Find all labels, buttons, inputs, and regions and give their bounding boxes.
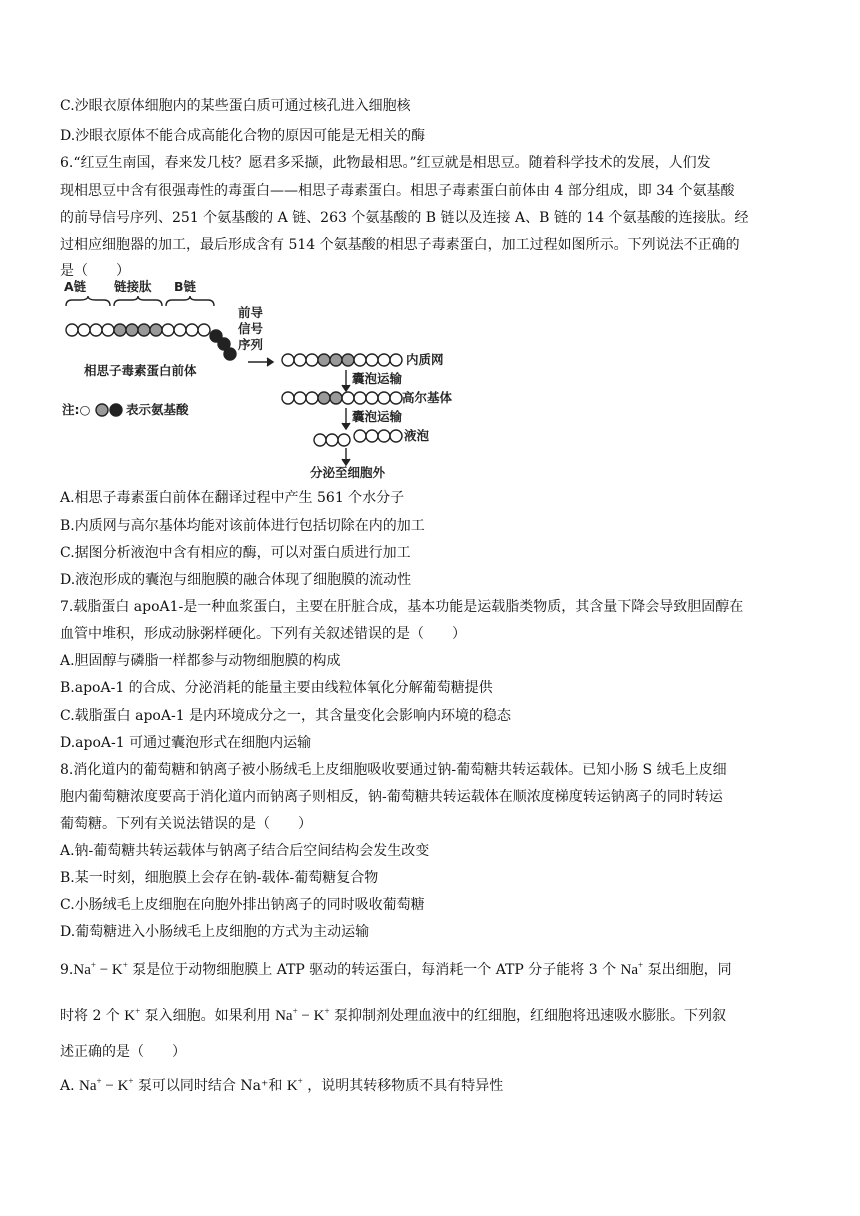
- q8-stem-line-2: 胞内葡萄糖浓度要高于消化道内而钠离子则相反，钠-葡萄糖共转运载体在顺浓度梯度转运钠离子的同时转运: [60, 789, 723, 805]
- k-symbol: K+: [111, 960, 128, 978]
- na-symbol: Na+: [275, 1006, 298, 1024]
- q6-option-c: C.据图分析液泡中含有相应的酶，可以对蛋白质进行加工: [60, 545, 411, 561]
- na-symbol: Na+: [73, 960, 96, 978]
- q6-stem-line-3: 的前导信号序列、251 个氨基酸的 A 链、263 个氨基酸的 B 链以及连接 A、B 链的 14 个氨基酸的连接肽。经: [60, 210, 749, 226]
- label-signal-2: 信号: [238, 321, 264, 336]
- q8-option-c: C.小肠绒毛上皮细胞在向胞外排出钠离子的同时吸收葡萄糖: [60, 897, 425, 913]
- q7-option-b: B.apoA-1 的合成、分泌消耗的能量主要由线粒体氧化分解葡萄糖提供: [60, 680, 493, 696]
- q6-option-b: B.内质网与高尔基体均能对该前体进行包括切除在内的加工: [60, 518, 425, 534]
- k-symbol: K+: [124, 1006, 141, 1024]
- label-secrete: 分泌至细胞外: [310, 465, 386, 480]
- k-symbol: K+: [286, 1076, 303, 1094]
- label-note: 注:○: [62, 402, 91, 417]
- label-er: 内质网: [406, 352, 444, 367]
- q6-stem-line-1: 6.“红豆生南国，春来发几枝？愿君多采撷，此物最相思。”红豆就是相思豆。随着科学技术的发展，人们发: [60, 155, 711, 171]
- q6-stem-line-2: 现相思豆中含有很强毒性的毒蛋白——相思子毒素蛋白。相思子毒素蛋白前体由 4 部分组成，即 34 个氨基酸: [60, 183, 735, 199]
- label-golgi: 高尔基体: [402, 390, 453, 405]
- q8-option-a: A.钠-葡萄糖共转运载体与钠离子结合后空间结构会发生改变: [60, 843, 430, 859]
- label-linker: 链接肽: [114, 279, 152, 294]
- q6-stem-line-5: 是（ ）: [60, 263, 130, 279]
- label-vesicle-1: 囊泡运输: [352, 371, 403, 386]
- q7-option-c: C.载脂蛋白 apoA-1 是内环境成分之一，其含量变化会影响内环境的稳态: [60, 708, 512, 724]
- minus-symbol: −: [95, 962, 112, 978]
- label-signal-1: 前导: [238, 305, 264, 320]
- q7-option-a: A.胆固醇与磷脂一样都参与动物细胞膜的构成: [60, 653, 341, 669]
- label-signal-3: 序列: [238, 337, 264, 352]
- k-symbol: K+: [313, 1006, 330, 1024]
- k-symbol: K+: [117, 1076, 134, 1094]
- na-symbol: Na+: [620, 960, 644, 978]
- q9-option-a: A. Na+ − K+ 泵可以同时结合 Na⁺和 K+ ，说明其转移物质不具有特异性: [60, 1076, 504, 1094]
- q8-option-d: D.葡萄糖进入小肠绒毛上皮细胞的方式为主动运输: [60, 924, 370, 940]
- na-symbol: Na+: [79, 1076, 102, 1094]
- q6-stem-line-4: 过相应细胞器的加工，最后形成含有 514 个氨基酸的相思子毒素蛋白，加工过程如图所示。下列说法不正确的: [60, 237, 740, 253]
- label-a-chain: A链: [64, 279, 87, 294]
- q5-option-d: D.沙眼衣原体不能合成高能化合物的原因可能是无相关的酶: [60, 128, 426, 144]
- q7-stem-line-1: 7.载脂蛋白 apoA1-是一种血浆蛋白，主要在肝脏合成，基本功能是运载脂类物质，其含量下降会导致胆固醇在: [60, 599, 744, 615]
- q9-stem-line-1: 9.Na+ − K+ 泵是位于动物细胞膜上 ATP 驱动的转运蛋白，每消耗一个 ATP 分子能将 3 个 Na+ 泵出细胞，同: [60, 960, 732, 978]
- q8-stem-line-1: 8.消化道内的葡萄糖和钠离子被小肠绒毛上皮细胞吸收要通过钠-葡萄糖共转运载体。已知小肠 S 绒毛上皮细: [60, 762, 727, 778]
- label-note-tail: 表示氨基酸: [126, 402, 189, 417]
- q9-stem-line-2: 时将 2 个 K+ 泵入细胞。如果利用 Na+ − K+ 泵抑制剂处理血液中的红细胞，红细胞将迅速吸水膨胀。下列叙: [60, 1006, 727, 1024]
- q6-option-d: D.液泡形成的囊泡与细胞膜的融合体现了细胞膜的流动性: [60, 572, 412, 588]
- q8-option-b: B.某一时刻，细胞膜上会存在钠-载体-葡萄糖复合物: [60, 870, 379, 886]
- label-precursor: 相思子毒素蛋白前体: [84, 363, 197, 378]
- q8-stem-line-3: 葡萄糖。下列有关说法错误的是（ ）: [60, 816, 312, 832]
- q9-number: 9.: [60, 962, 74, 978]
- q7-option-d: D.apoA-1 可通过囊泡形式在细胞内运输: [60, 735, 312, 751]
- q6-option-a: A.相思子毒素蛋白前体在翻译过程中产生 561 个水分子: [60, 490, 405, 506]
- q9-stem-line-3: 述正确的是（ ）: [60, 1044, 186, 1060]
- label-vesicle-2: 囊泡运输: [352, 409, 403, 424]
- label-vacuole: 液泡: [404, 428, 430, 443]
- protein-processing-figure: [60, 280, 480, 480]
- figure-graphic: [60, 280, 480, 480]
- q7-stem-line-2: 血管中堆积，形成动脉粥样硬化。下列有关叙述错误的是（ ）: [60, 626, 466, 642]
- label-b-chain: B链: [174, 279, 197, 294]
- q5-option-c: C.沙眼衣原体细胞内的某些蛋白质可通过核孔进入细胞核: [60, 98, 411, 114]
